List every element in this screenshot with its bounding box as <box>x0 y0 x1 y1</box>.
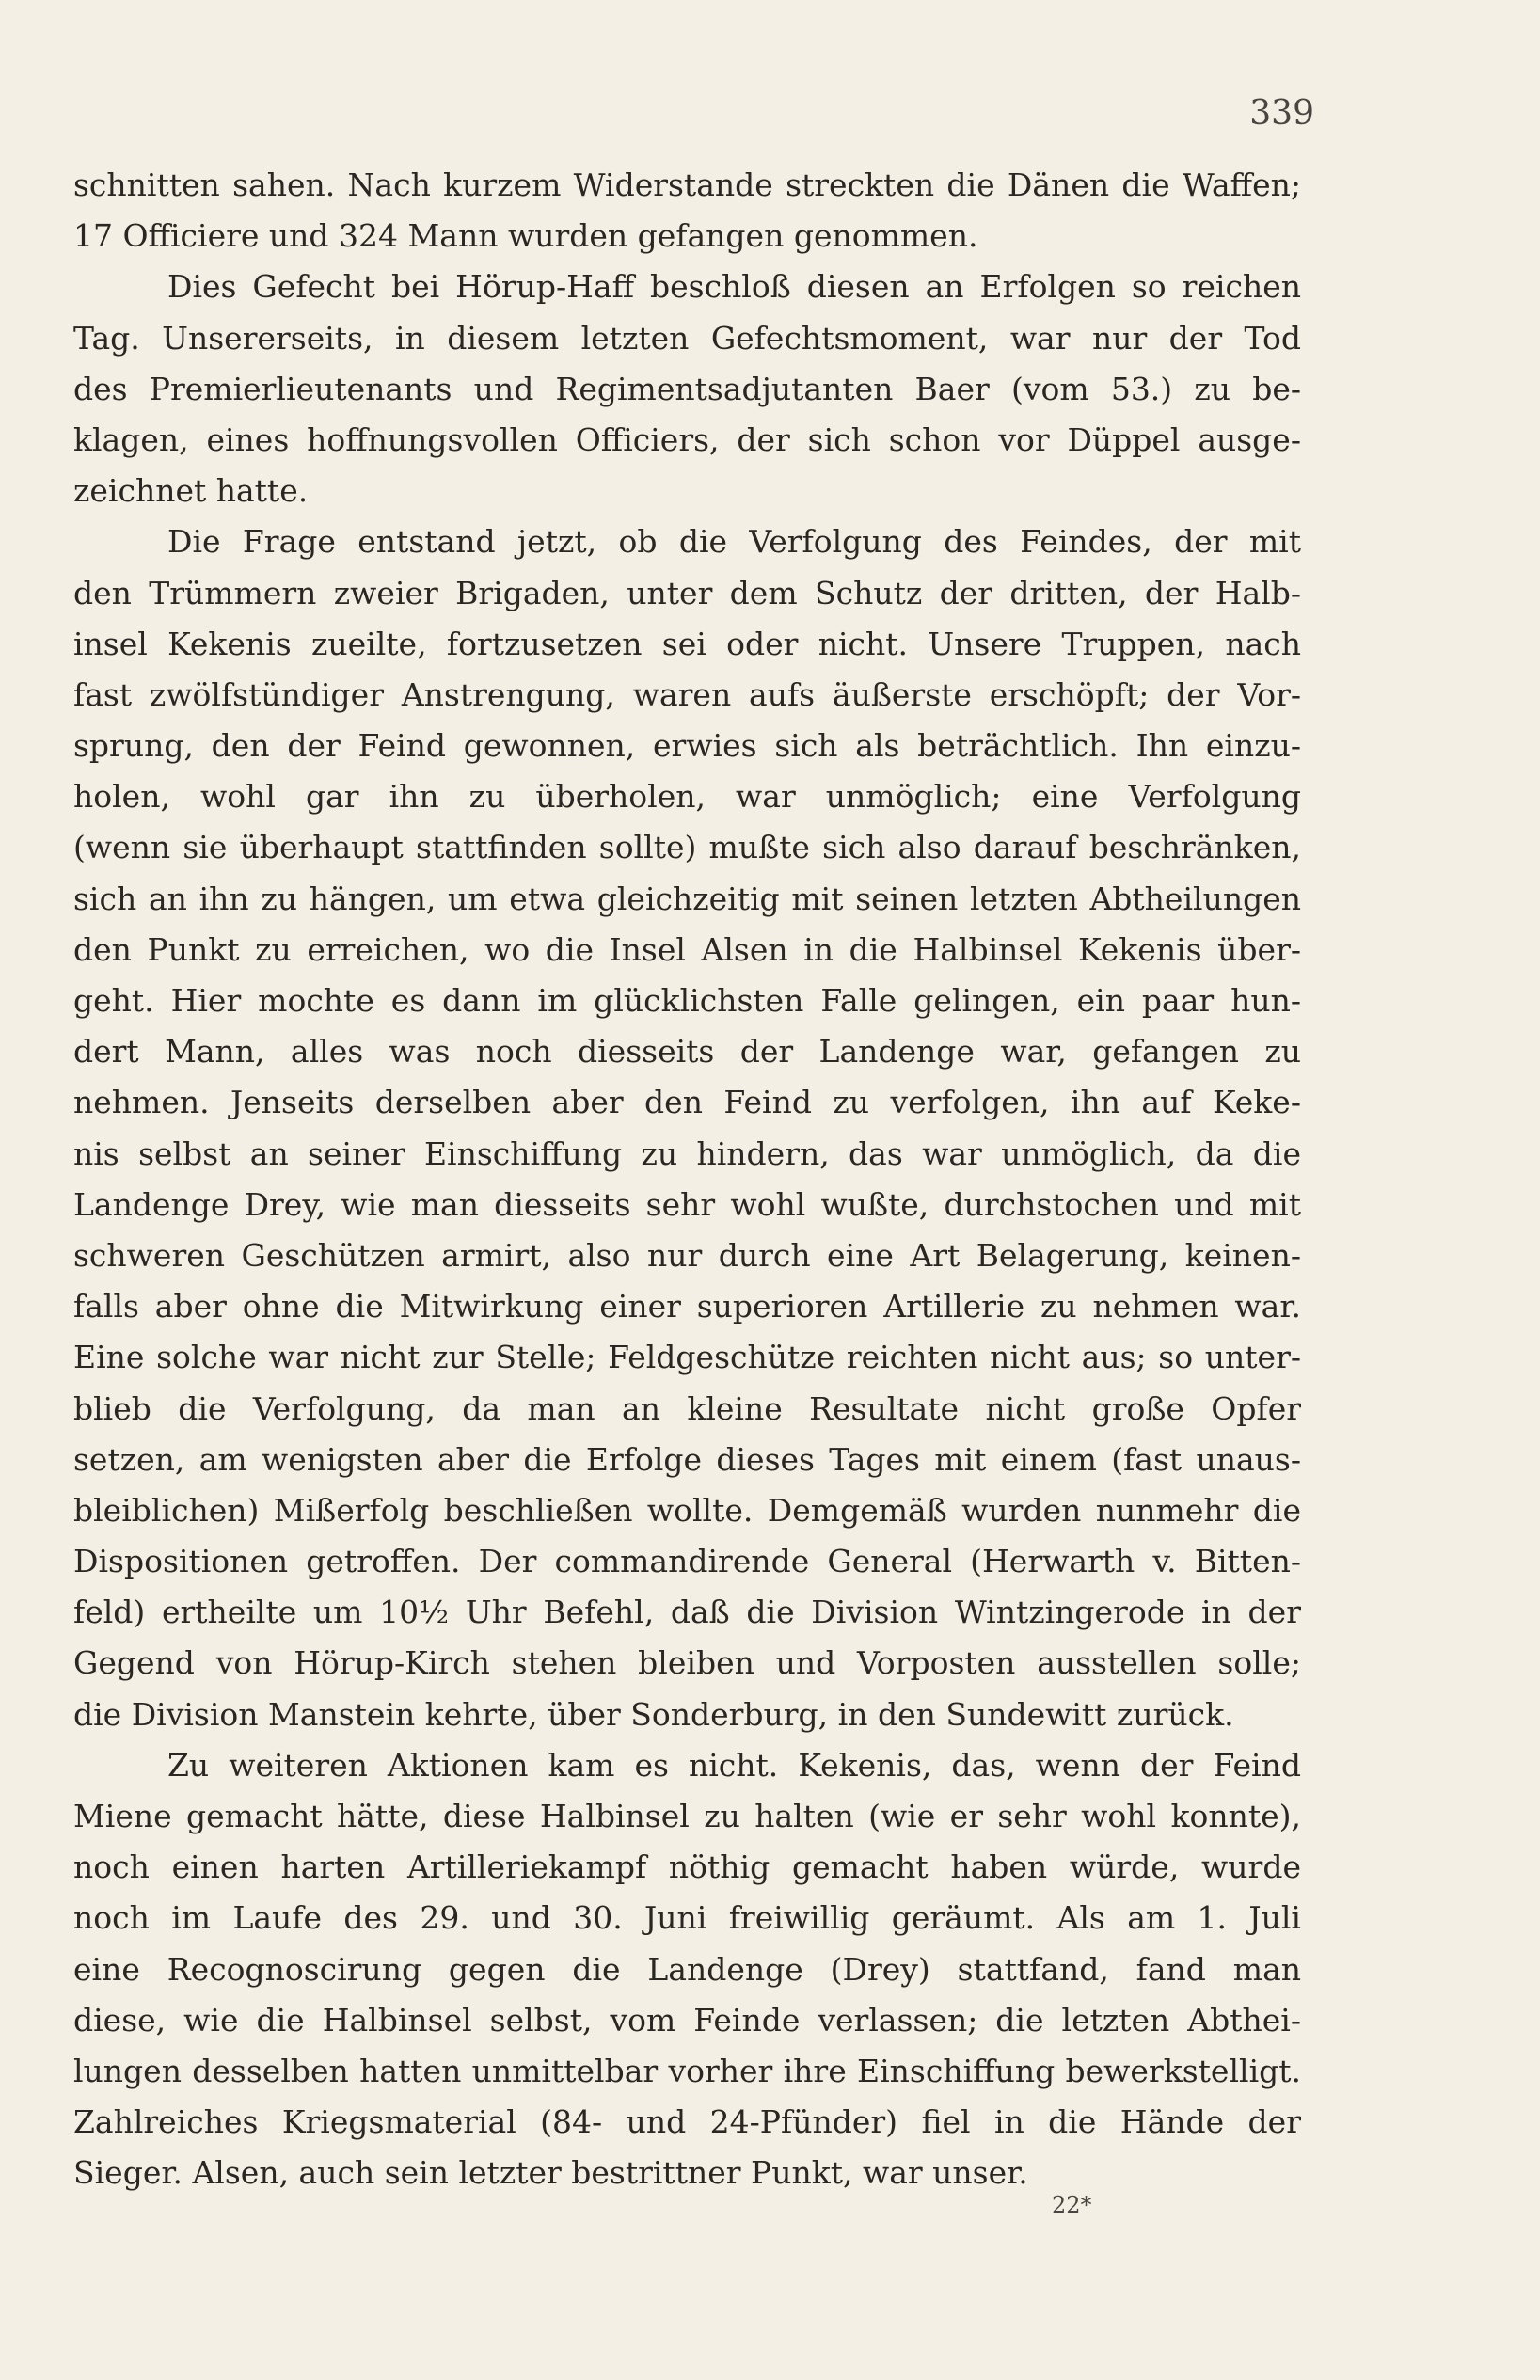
text-line: 17 Officiere und 324 Mann wurden gefangen genommen. <box>73 217 978 255</box>
text-line: Miene gemacht hätte, diese Halbinsel zu halten (wie er sehr wohl konnte), <box>73 1798 1301 1834</box>
signature-mark: 22* <box>1052 2192 1092 2218</box>
text-line: falls aber ohne die Mitwirkung einer superioren Artillerie zu nehmen war. <box>73 1288 1301 1325</box>
text-line: den Trümmern zweier Brigaden, unter dem Schutz der dritten, der Halb- <box>73 574 1301 611</box>
body-text <box>73 160 1301 2199</box>
text-line: noch im Laufe des 29. und 30. Juni freiwillig geräumt. Als am 1. Juli <box>73 1899 1301 1937</box>
text-line: Zu weiteren Aktionen kam es nicht. Kekenis, das, wenn der Feind <box>167 1746 1301 1784</box>
text-line: (wenn sie überhaupt stattfinden sollte) mußte sich also darauf beschränken, <box>73 829 1301 866</box>
text-line: setzen, am wenigsten aber die Erfolge dieses Tages mit einem (fast unaus- <box>73 1440 1301 1478</box>
text-line: den Punkt zu erreichen, wo die Insel Alsen in die Halbinsel Kekenis über- <box>73 930 1301 968</box>
text-line: eine Recognoscirung gegen die Landenge (Drey) stattfand, fand man <box>73 1950 1301 1988</box>
text-line: lungen desselben hatten unmittelbar vorher ihre Einschiffung bewerkstelligt. <box>73 2052 1301 2089</box>
text-line: dert Mann, alles was noch diesseits der Landenge war, gefangen zu <box>73 1033 1301 1071</box>
text-line: Dispositionen getroffen. Der commandirende General (Herwarth v. Bitten- <box>73 1543 1301 1580</box>
text-line: Die Frage entstand jetzt, ob die Verfolgung des Feindes, der mit <box>167 523 1301 561</box>
text-line: feld) ertheilte um 10½ Uhr Befehl, daß die Division Wintzingerode in der <box>73 1594 1301 1631</box>
text-line: fast zwölfstündiger Anstrengung, waren aufs äußerste erschöpft; der Vor- <box>73 675 1301 713</box>
text-line: insel Kekenis zueilte, fortzusetzen sei oder nicht. Unsere Truppen, nach <box>73 625 1301 662</box>
page-number: 339 <box>1249 94 1314 133</box>
text-line: zeichnet hatte. <box>73 472 309 510</box>
text-line: schnitten sahen. Nach kurzem Widerstande streckten die Dänen die Waffen; <box>73 167 1301 203</box>
text-line: geht. Hier mochte es dann im glücklichsten Falle gelingen, ein paar hun- <box>73 982 1301 1019</box>
text-line: Eine solche war nicht zur Stelle; Feldgeschütze reichten nicht aus; so unter- <box>73 1339 1301 1376</box>
text-line: die Division Manstein kehrte, über Sonderburg, in den Sundewitt zurück. <box>73 1695 1234 1733</box>
text-line: des Premierlieutenants und Regimentsadjutanten Baer (vom 53.) zu be- <box>73 370 1301 407</box>
text-line: holen, wohl gar ihn zu überholen, war unmöglich; eine Verfolgung <box>73 778 1301 816</box>
text-line: bleiblichen) Mißerfolg beschließen wollte. Demgemäß wurden nunmehr die <box>73 1491 1301 1529</box>
text-line: blieb die Verfolgung, da man an kleine Resultate nicht große Opfer <box>73 1389 1301 1427</box>
text-line: klagen, eines hoffnungsvollen Officiers, der sich schon vor Düppel ausge- <box>73 420 1301 458</box>
text-line: Landenge Drey, wie man diesseits sehr wohl wußte, durchstochen und mit <box>73 1185 1301 1223</box>
text-line: nehmen. Jenseits derselben aber den Feind zu verfolgen, ihn auf Keke- <box>73 1084 1301 1121</box>
text-line: Sieger. Alsen, auch sein letzter bestrittner Punkt, war unser. <box>73 2154 1028 2192</box>
text-line: Gegend von Hörup-Kirch stehen bleiben und Vorposten ausstellen solle; <box>73 1644 1301 1682</box>
text-line: Tag. Unsererseits, in diesem letzten Gefechtsmoment, war nur der Tod <box>73 319 1301 357</box>
text-line: Zahlreiches Kriegsmaterial (84- und 24-Pfünder) fiel in die Hände der <box>73 2103 1301 2141</box>
text-line: sprung, den der Feind gewonnen, erwies sich als beträchtlich. Ihn einzu- <box>73 727 1301 765</box>
text-line: Dies Gefecht bei Hörup-Haff beschloß diesen an Erfolgen so reichen <box>167 268 1301 306</box>
text-line: sich an ihn zu hängen, um etwa gleichzeitig mit seinen letzten Abtheilungen <box>73 880 1301 917</box>
text-line: noch einen harten Artilleriekampf nöthig gemacht haben würde, wurde <box>73 1848 1301 1886</box>
text-line: diese, wie die Halbinsel selbst, vom Feinde verlassen; die letzten Abthei- <box>73 2001 1301 2039</box>
text-line: schweren Geschützen armirt, also nur durch eine Art Belagerung, keinen- <box>73 1236 1301 1274</box>
text-line: nis selbst an seiner Einschiffung zu hindern, das war unmöglich, da die <box>73 1134 1301 1172</box>
